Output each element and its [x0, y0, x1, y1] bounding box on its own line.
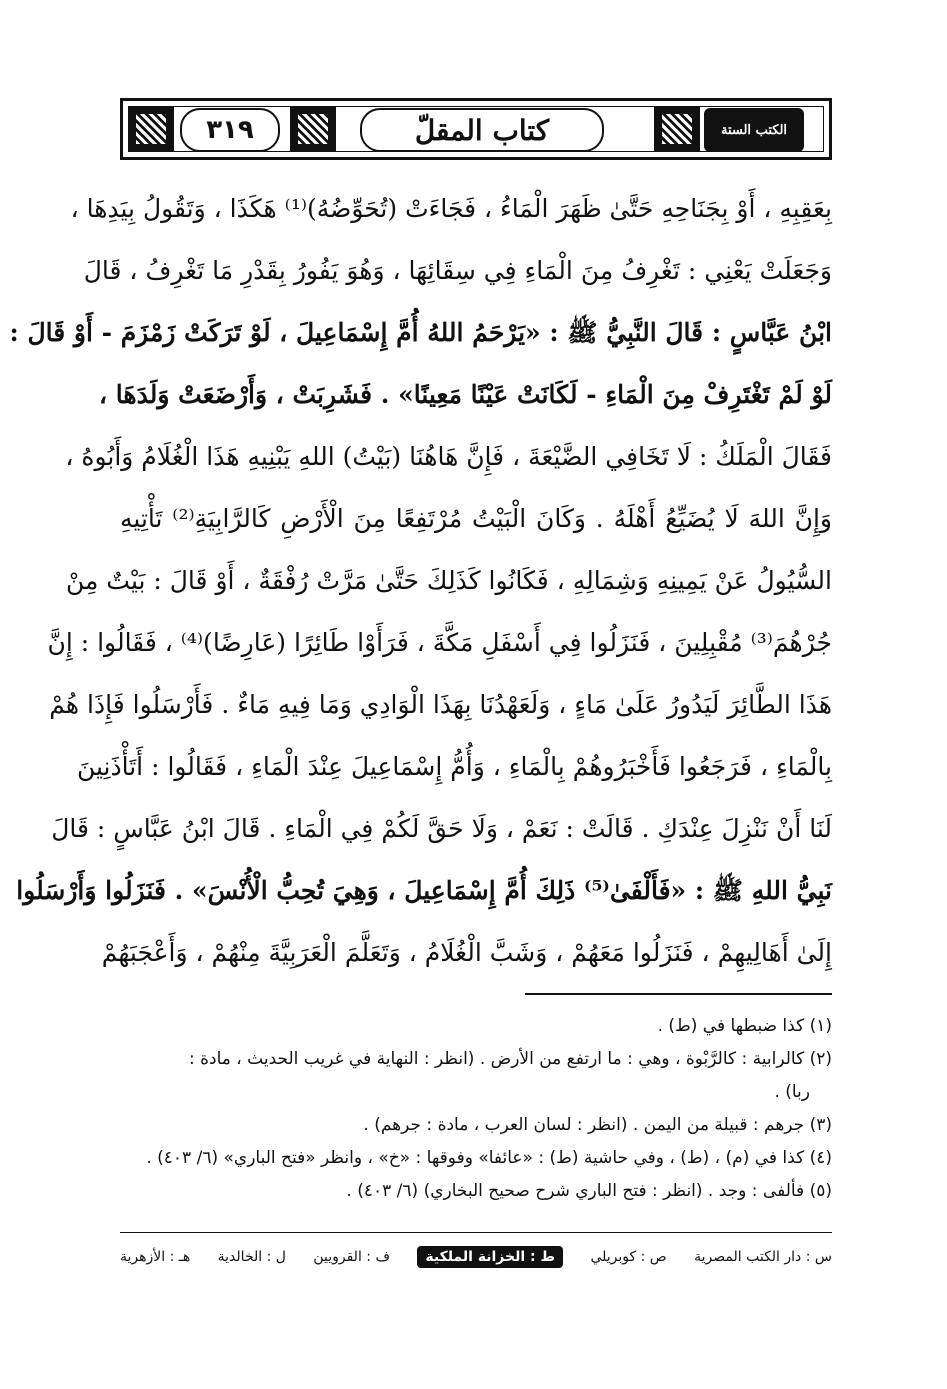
- text-line: لَوْ لَمْ تَغْتَرِفْ مِنَ الْمَاءِ - لَكَانَتْ عَيْنًا مَعِينًا» . فَشَرِبَتْ ، وَأَرْضَعَتْ وَلَدَهَا ،: [99, 380, 832, 409]
- ornament-knot-left-icon: [128, 106, 174, 152]
- legend-item: ف : القرويين: [313, 1249, 390, 1265]
- text-line: فَقَالَ الْمَلَكُ : لَا تَخَافِي الضَّيْعَةَ ، فَإِنَّ هَاهُنَا (بَيْتُ) اللهِ يَبْنِيهِ هَذَا الْغُلَامُ وَأَبُوهُ ،: [65, 442, 832, 471]
- footnote-continuation: ربا) .: [774, 1082, 810, 1102]
- page-header: [120, 98, 832, 160]
- ornament-knot-center-right-icon: [654, 106, 700, 152]
- legend-divider: [120, 1232, 832, 1233]
- footnote-divider: [525, 993, 832, 995]
- footnote: (٣) جرهم : قبيلة من اليمن . (انظر : لسان العرب ، مادة : جرهم) .: [363, 1115, 832, 1135]
- legend-item: ل : الخالدية: [217, 1249, 286, 1265]
- text-line: بِالْمَاءِ ، فَرَجَعُوا فَأَخْبَرُوهُمْ بِالْمَاءِ ، وَأُمُّ إِسْمَاعِيلَ عِنْدَ الْمَاءِ ، فَقَالُوا : أَتَأْذَنِينَ: [76, 752, 832, 781]
- manuscript-legend: [120, 1240, 832, 1274]
- legend-item: س : دار الكتب المصرية: [694, 1249, 832, 1265]
- text-line: ابْنُ عَبَّاسٍ : قَالَ النَّبِيُّ ﷺ : «يَرْحَمُ اللهُ أُمَّ إِسْمَاعِيلَ ، لَوْ تَرَكَتْ زَمْزَمَ - أَوْ قَالَ :: [9, 318, 832, 347]
- main-text: [9, 178, 832, 984]
- footnote: (٤) كذا في (م) ، (ط) ، وفي حاشية (ط) : «عائفا» وفوقها : «خ» ، وانظر «فتح الباري» (٦/ ٤٠٣) .: [146, 1148, 832, 1168]
- text-line: بِعَقِبِهِ ، أَوْ بِجَنَاحِهِ حَتَّىٰ ظَهَرَ الْمَاءُ ، فَجَاءَتْ (تُحَوِّضُهُ)⁽¹⁾ هَكَذَا ، وَتَقُولُ بِيَدِهَا ،: [70, 194, 832, 223]
- footnote: (٥) فألفى : وجد . (انظر : فتح الباري شرح صحيح البخاري) (٦/ ٤٠٣) .: [346, 1181, 832, 1201]
- legend-item: ص : كوبريلي: [590, 1249, 667, 1265]
- text-line: لَنَا أَنْ نَنْزِلَ عِنْدَكِ . قَالَتْ : نَعَمْ ، وَلَا حَقَّ لَكُمْ فِي الْمَاءِ . قَالَ ابْنُ عَبَّاسٍ : قَالَ: [51, 814, 832, 843]
- series-logo: الكتب الستة: [704, 108, 804, 152]
- text-line: السُّيُولُ عَنْ يَمِينِهِ وَشِمَالِهِ ، فَكَانُوا كَذَلِكَ حَتَّىٰ مَرَّتْ رُفْقَةٌ ، أَوْ قَالَ : بَيْتٌ مِنْ: [66, 566, 832, 595]
- book-title: كتاب المقلّ: [360, 108, 604, 152]
- text-line: وَجَعَلَتْ يَعْنِي : تَغْرِفُ مِنَ الْمَاءِ فِي سِقَائِهَا ، وَهُوَ يَفُورُ بِقَدْرِ مَا تَغْرِفُ ، قَالَ: [83, 256, 832, 285]
- legend-item-highlighted: ط : الخزانة الملكية: [417, 1246, 563, 1268]
- footnotes: [120, 1010, 832, 1208]
- legend-item: هـ : الأزهرية: [120, 1249, 191, 1265]
- text-line: هَذَا الطَّائِرَ لَيَدُورُ عَلَىٰ مَاءٍ ، وَلَعَهْدُنَا بِهَذَا الْوَادِي وَمَا فِيهِ مَاءٌ . فَأَرْسَلُوا فَإِذَا هُمْ: [49, 690, 832, 719]
- text-line: إِلَىٰ أَهَالِيهِمْ ، فَنَزَلُوا مَعَهُمْ ، وَشَبَّ الْغُلَامُ ، وَتَعَلَّمَ الْعَرَبِيَّةَ مِنْهُمْ ، وَأَعْجَبَهُمْ: [101, 938, 832, 967]
- page-number: ٣١٩: [180, 108, 280, 152]
- text-line: نَبِيُّ اللهِ ﷺ : «فَأَلْفَىٰ⁽⁵⁾ ذَلِكَ أُمَّ إِسْمَاعِيلَ ، وَهِيَ تُحِبُّ الْأُنْسَ» . فَنَزَلُوا وَأَرْسَلُوا: [16, 876, 832, 905]
- text-line: وَإِنَّ اللهَ لَا يُضَيِّعُ أَهْلَهُ . وَكَانَ الْبَيْتُ مُرْتَفِعًا مِنَ الْأَرْضِ كَالرَّابِيَةِ⁽²⁾ تَأْتِيهِ: [120, 504, 832, 533]
- footnote: (٢) كالرابية : كالرَّبْوة ، وهي : ما ارتفع من الأرض . (انظر : النهاية في غريب الحديث ، مادة :: [188, 1049, 832, 1069]
- footnote: (١) كذا ضبطها في (ط) .: [657, 1016, 832, 1036]
- text-line: جُرْهُمَ⁽³⁾ مُقْبِلِينَ ، فَنَزَلُوا فِي أَسْفَلِ مَكَّةَ ، فَرَأَوْا طَائِرًا (عَارِضًا)⁽⁴⁾ ، فَقَالُوا : إِنَّ: [47, 628, 832, 657]
- ornament-knot-center-left-icon: [290, 106, 336, 152]
